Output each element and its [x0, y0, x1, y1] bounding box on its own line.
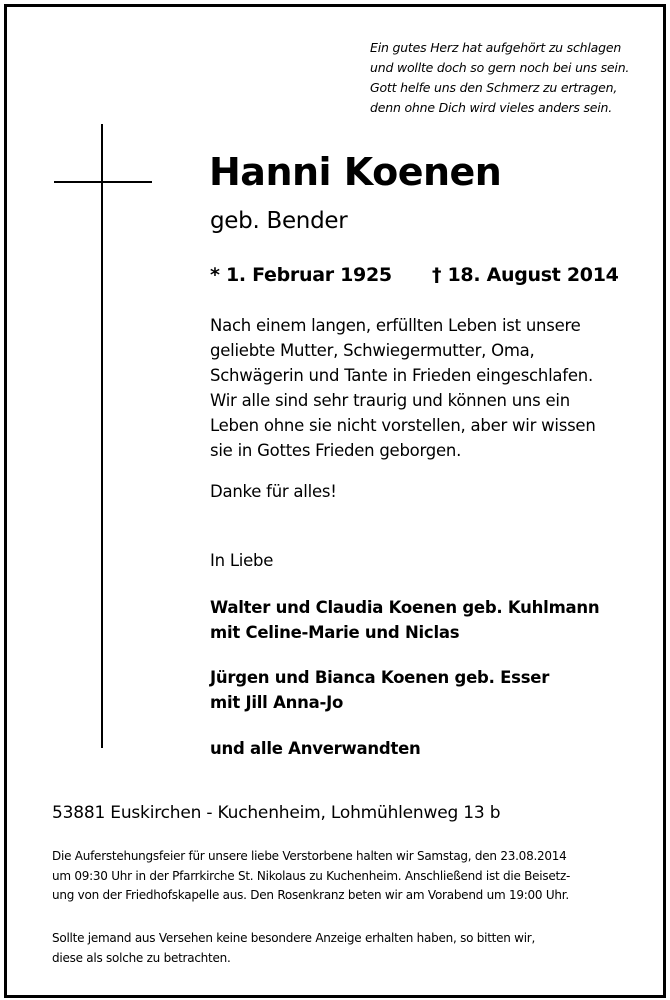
- message-line: Wir alle sind sehr traurig und können uns ein: [210, 391, 570, 410]
- birth-date: * 1. Februar 1925: [210, 264, 392, 286]
- thanks-text: Danke für alles!: [210, 482, 337, 501]
- message-line: Nach einem langen, erfüllten Leben ist unsere: [210, 316, 581, 335]
- cross-horizontal-bar: [54, 181, 152, 183]
- notice-line: diese als solche zu betrachten.: [52, 950, 231, 965]
- family-line: mit Celine-Marie und Niclas: [210, 623, 460, 642]
- cross-vertical-bar: [101, 124, 103, 748]
- poem-verse: [370, 38, 650, 118]
- poem-line: und wollte doch so gern noch bei uns sein.: [370, 60, 630, 75]
- poem-line: Ein gutes Herz hat aufgehört zu schlagen: [370, 40, 622, 55]
- ceremony-line: um 09:30 Uhr in der Pfarrkirche St. Nikolaus zu Kuchenheim. Anschließend ist die Beisetz-: [52, 868, 571, 883]
- family-line: Jürgen und Bianca Koenen geb. Esser: [210, 668, 550, 687]
- ceremony-paragraph: [52, 847, 570, 906]
- poem-line: denn ohne Dich wird vieles anders sein.: [370, 100, 613, 115]
- in-love-text: In Liebe: [210, 551, 274, 570]
- family-address: 53881 Euskirchen - Kuchenheim, Lohmühlenweg 13 b: [52, 803, 501, 823]
- message-line: geliebte Mutter, Schwiegermutter, Oma,: [210, 341, 535, 360]
- deceased-name: Hanni Koenen: [209, 150, 502, 194]
- maiden-name: geb. Bender: [210, 208, 348, 234]
- family-group-1: [210, 595, 599, 645]
- family-line: mit Jill Anna-Jo: [210, 693, 344, 712]
- death-date: † 18. August 2014: [432, 264, 619, 286]
- notice-paragraph: [52, 929, 535, 968]
- ceremony-line: Die Auferstehungsfeier für unsere liebe Verstorbene halten wir Samstag, den 23.08.2014: [52, 849, 567, 863]
- poem-line: Gott helfe uns den Schmerz zu ertragen,: [370, 80, 618, 95]
- message-paragraph: [210, 313, 596, 463]
- message-line: Leben ohne sie nicht vorstellen, aber wir wissen: [210, 416, 596, 435]
- relatives-text: und alle Anverwandten: [210, 739, 421, 758]
- message-line: Schwägerin und Tante in Frieden eingeschlafen.: [210, 366, 593, 385]
- notice-line: Sollte jemand aus Versehen keine besondere Anzeige erhalten haben, so bitten wir,: [52, 931, 536, 945]
- family-line: Walter und Claudia Koenen geb. Kuhlmann: [210, 598, 600, 617]
- message-line: sie in Gottes Frieden geborgen.: [210, 441, 462, 460]
- ceremony-line: ung von der Friedhofskapelle aus. Den Rosenkranz beten wir am Vorabend um 19:00 Uhr.: [52, 888, 569, 902]
- family-group-2: [210, 665, 549, 715]
